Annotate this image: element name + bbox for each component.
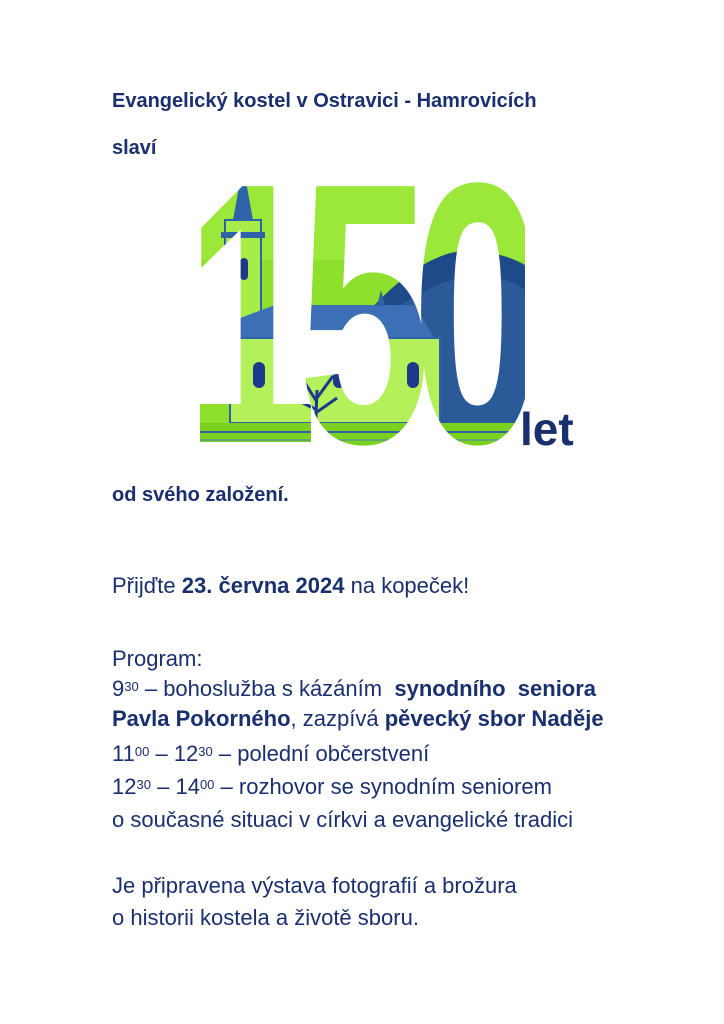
choir-name: pěvecký sbor Naděje: [384, 706, 604, 731]
program-item-service-line2: [112, 705, 604, 733]
exhibition-line2: o historii kostela a životě sboru.: [112, 905, 419, 930]
anniversary-number-svg: [185, 140, 525, 460]
church-photo: [185, 140, 525, 460]
from-minute: 00: [134, 744, 150, 759]
program-item-service: [112, 675, 596, 703]
item-text: – rozhovor se synodním seniorem: [220, 774, 552, 799]
invite-prefix: Přijďte: [112, 573, 176, 598]
page-title: Evangelický kostel v Ostravici - Hamrovicích: [112, 90, 537, 112]
to-minute: 00: [199, 777, 215, 792]
from-hour: 12: [112, 774, 137, 799]
years-label: let: [520, 403, 574, 455]
program-item-lunch: [112, 740, 429, 768]
program-label: Program:: [112, 646, 203, 671]
from-hour: 11: [112, 741, 135, 766]
choir-prefix: , zazpívá: [290, 706, 379, 731]
celebrates-label: slaví: [112, 137, 157, 159]
to-hour: 14: [175, 774, 200, 799]
time-minute: 30: [124, 679, 139, 694]
time-hour: 9: [112, 676, 125, 701]
to-hour: 12: [173, 741, 199, 766]
anniversary-number-graphic: [185, 140, 525, 460]
subtitle: od svého založení.: [112, 484, 289, 506]
to-minute: 30: [198, 744, 213, 759]
preacher-name: Pavla Pokorného: [112, 706, 291, 731]
program-item-talk: [112, 773, 552, 801]
invitation-line: [112, 572, 469, 600]
event-date: 23. června 2024: [181, 573, 345, 598]
item-text: – bohoslužba s kázáním: [144, 676, 383, 701]
dash: –: [155, 741, 168, 766]
item-bold: synodního seniora: [394, 676, 597, 701]
from-minute: 30: [136, 777, 151, 792]
item-text: – polední občerstvení: [218, 741, 430, 766]
program-item-talk-line2: o současné situaci v církvi a evangelické tradici: [112, 807, 573, 832]
exhibition-line1: Je připravena výstava fotografií a brožura: [112, 873, 517, 898]
dash: –: [157, 774, 170, 799]
invite-suffix: na kopeček!: [350, 573, 470, 598]
